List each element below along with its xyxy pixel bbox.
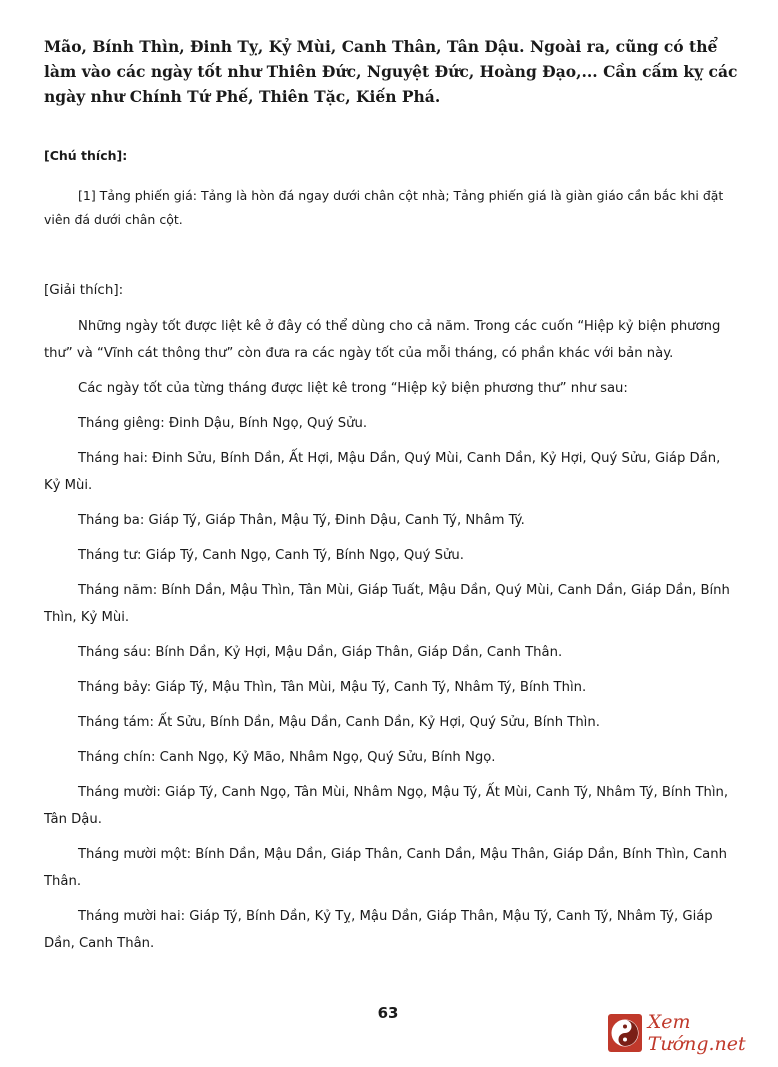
page-number: 63 [377, 1004, 399, 1022]
month-entry-9: Tháng chín: Canh Ngọ, Kỷ Mão, Nhâm Ngọ, Quý Sửu, Bính Ngọ. [78, 750, 496, 765]
month-entry-6: Tháng sáu: Bính Dần, Kỷ Hợi, Mậu Dần, Giáp Thân, Giáp Dần, Canh Thân. [78, 645, 563, 660]
yin-yang-icon [608, 1014, 642, 1052]
watermark [608, 1013, 778, 1053]
watermark-text: Xem Tướng.net [647, 1011, 746, 1055]
month-entry-4: Tháng tư: Giáp Tý, Canh Ngọ, Canh Tý, Bính Ngọ, Quý Sửu. [78, 548, 464, 563]
month-entry-7: Tháng bảy: Giáp Tý, Mậu Thìn, Tân Mùi, Mậu Tý, Canh Tý, Nhâm Tý, Bính Thìn. [78, 680, 587, 695]
explanation-paragraph: Các ngày tốt của từng tháng được liệt kê trong “Hiệp kỷ biện phương thư” như sau: [78, 381, 628, 396]
explanation-heading: [Giải thích]: [44, 282, 124, 298]
month-entry-11: Tháng mười một: Bính Dần, Mậu Dần, Giáp Thân, Canh Dần, Mậu Thân, Giáp Dần, Bính Thìn, Canh Thân. [44, 847, 727, 889]
month-entry-2: Tháng hai: Đinh Sửu, Bính Dần, Ất Hợi, Mậu Dần, Quý Mùi, Canh Dần, Kỷ Hợi, Quý Sửu, Giáp Dần, Kỷ Mùi. [44, 451, 721, 493]
month-entry-8: Tháng tám: Ất Sửu, Bính Dần, Mậu Dần, Canh Dần, Kỷ Hợi, Quý Sửu, Bính Thìn. [78, 715, 600, 730]
month-entry-10: Tháng mười: Giáp Tý, Canh Ngọ, Tân Mùi, Nhâm Ngọ, Mậu Tý, Ất Mùi, Canh Tý, Nhâm Tý, Bính Thìn, Tân Dậu. [44, 785, 729, 827]
explanation-paragraph: Những ngày tốt được liệt kê ở đây có thể dùng cho cả năm. Trong các cuốn “Hiệp kỷ biện phương thư” và “Vĩnh cát thông thư” còn đưa ra các ngày tốt của mỗi tháng, có phần khác với bản này. [44, 319, 721, 361]
footnote-1: [1] Tảng phiến giá: Tảng là hòn đá ngay dưới chân cột nhà; Tảng phiến giá là giàn giáo cần bắc khi đặt viên đá dưới chân cột. [44, 188, 724, 227]
explanation-body [44, 313, 734, 965]
intro-paragraph: Mão, Bính Thìn, Đinh Tỵ, Kỷ Mùi, Canh Thân, Tân Dậu. Ngoài ra, cũng có thể làm vào các ngày tốt như Thiên Đức, Nguyệt Đức, Hoàng Đạo,... Cần cấm kỵ các ngày như Chính Tứ Phế, Thiên Tặc, Kiến Phá. [44, 37, 738, 106]
month-entry-1: Tháng giêng: Đinh Dậu, Bính Ngọ, Quý Sửu. [78, 416, 368, 431]
month-entry-12: Tháng mười hai: Giáp Tý, Bính Dần, Kỷ Tỵ, Mậu Dần, Giáp Thân, Mậu Tý, Canh Tý, Nhâm Tý, Giáp Dần, Canh Thân. [44, 909, 713, 951]
month-entry-3: Tháng ba: Giáp Tý, Giáp Thân, Mậu Tý, Đinh Dậu, Canh Tý, Nhâm Tý. [78, 513, 525, 528]
notes-heading: [Chú thích]: [44, 148, 128, 163]
month-entry-5: Tháng năm: Bính Dần, Mậu Thìn, Tân Mùi, Giáp Tuất, Mậu Dần, Quý Mùi, Canh Dần, Giáp Dần, Bính Thìn, Kỷ Mùi. [44, 583, 730, 625]
